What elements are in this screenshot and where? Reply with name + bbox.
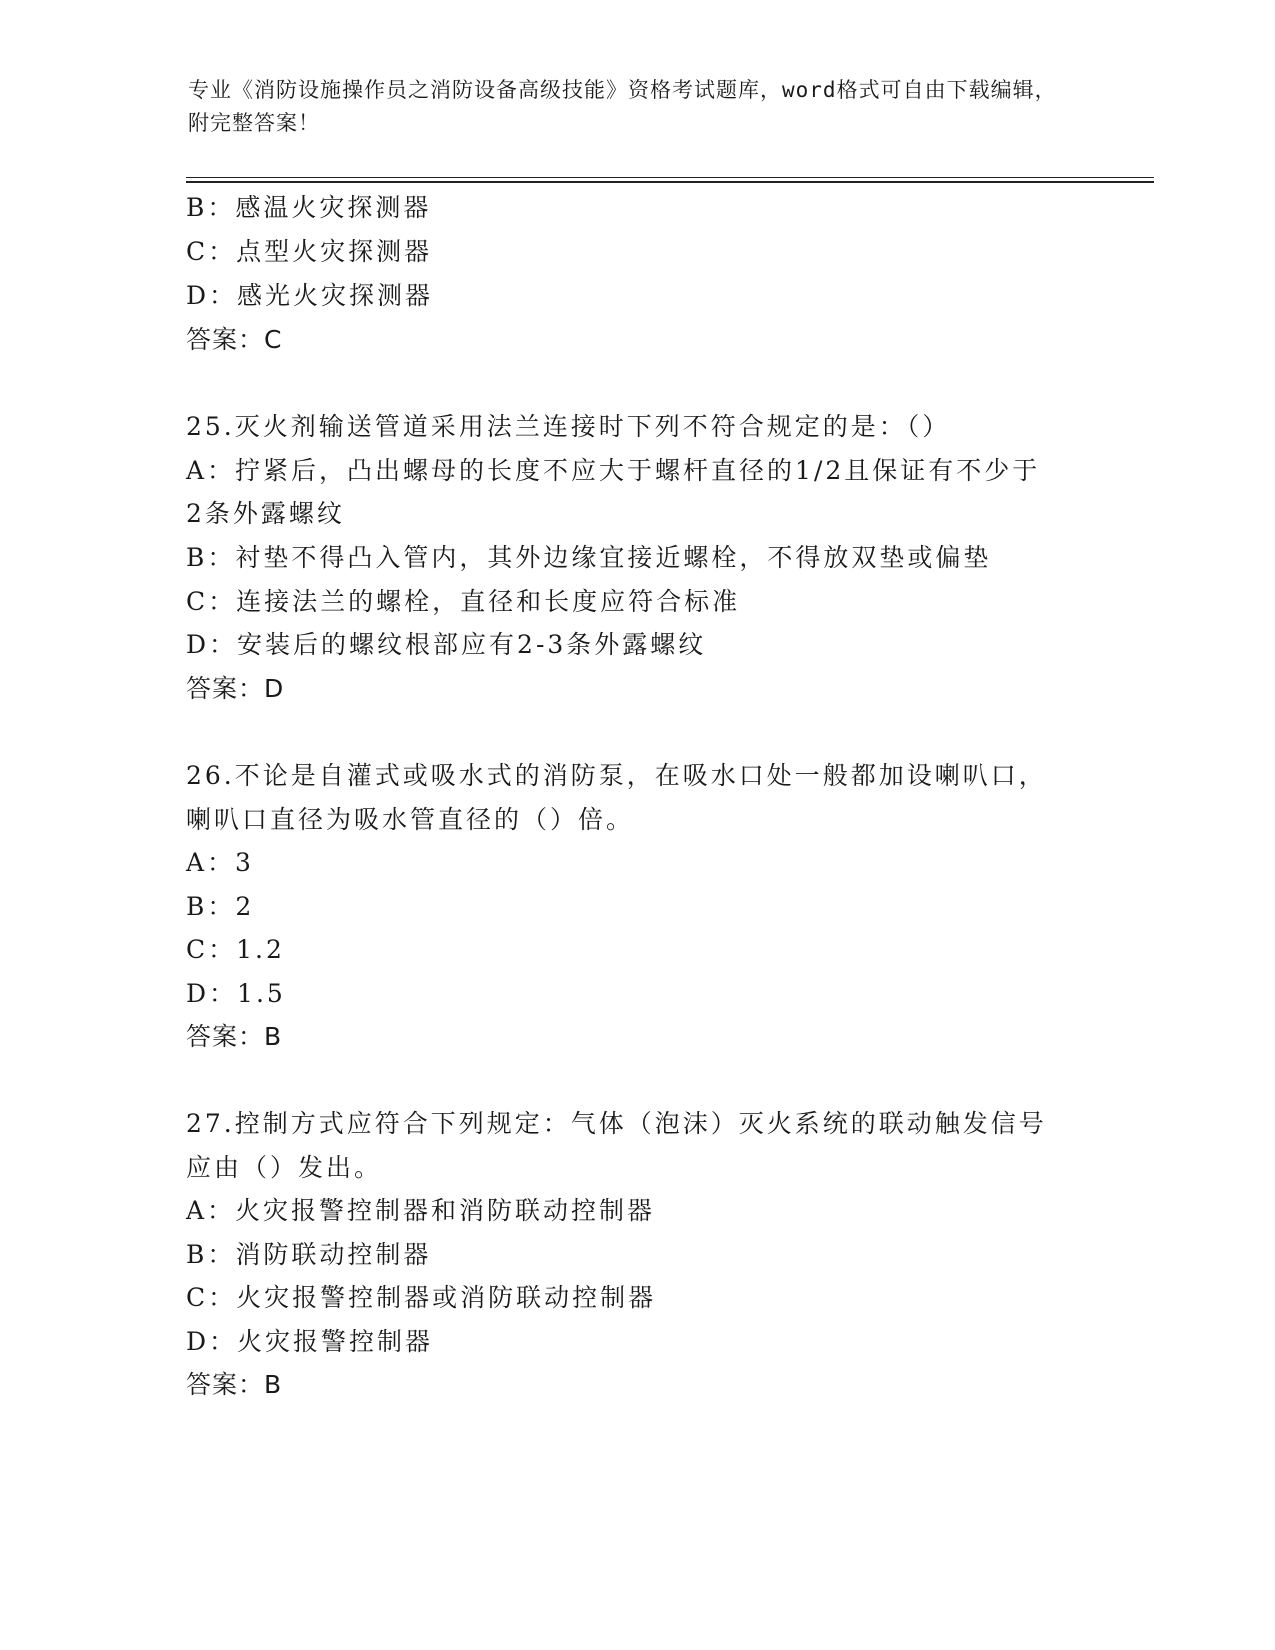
q27-option-a: A：火灾报警控制器和消防联动控制器 xyxy=(186,1196,656,1225)
q27-option-b: B：消防联动控制器 xyxy=(186,1240,432,1269)
q27-option-d: D：火灾报警控制器 xyxy=(186,1327,434,1356)
prev-option-b: B：感温火灾探测器 xyxy=(186,193,432,222)
q26-option-a: A：3 xyxy=(186,848,254,877)
header-divider-bottom xyxy=(186,181,1154,183)
document-header: 专业《消防设施操作员之消防设备高级技能》资格考试题库，word格式可自由下载编辑，附完整答案！ xyxy=(188,78,1057,135)
q25-option-a-line2: 2条外露螺纹 xyxy=(186,499,345,528)
q26-answer: 答案：B xyxy=(186,1022,283,1051)
q25-option-b: B：衬垫不得凸入管内，其外边缘宜接近螺栓，不得放双垫或偏垫 xyxy=(186,543,992,572)
q26-option-d: D：1.5 xyxy=(186,979,286,1008)
q26-stem-line1: 26.不论是自灌式或吸水式的消防泵，在吸水口处一般都加设喇叭口， xyxy=(186,761,1047,790)
prev-answer: 答案：C xyxy=(186,325,283,354)
q25-option-c: C：连接法兰的螺栓，直径和长度应符合标准 xyxy=(186,587,741,616)
q25-option-a-line1: A：拧紧后，凸出螺母的长度不应大于螺杆直径的1/2且保证有不少于 xyxy=(186,456,1041,485)
q25-answer: 答案：D xyxy=(186,674,285,703)
q25-option-d: D：安装后的螺纹根部应有2-3条外露螺纹 xyxy=(186,630,707,659)
q25-stem: 25.灭火剂输送管道采用法兰连接时下列不符合规定的是：（） xyxy=(186,412,951,441)
q27-stem-line2: 应由（）发出。 xyxy=(186,1153,383,1182)
q26-stem-line2: 喇叭口直径为吸水管直径的（）倍。 xyxy=(186,805,635,834)
prev-option-d: D：感光火灾探测器 xyxy=(186,281,434,310)
q26-option-c: C：1.2 xyxy=(186,935,285,964)
prev-option-c: C：点型火灾探测器 xyxy=(186,237,433,266)
header-divider-top xyxy=(186,177,1154,178)
q26-option-b: B：2 xyxy=(186,892,255,921)
q27-answer: 答案：B xyxy=(186,1370,283,1399)
q27-option-c: C：火灾报警控制器或消防联动控制器 xyxy=(186,1283,657,1312)
q27-stem-line1: 27.控制方式应符合下列规定：气体（泡沫）灭火系统的联动触发信号 xyxy=(186,1109,1047,1138)
